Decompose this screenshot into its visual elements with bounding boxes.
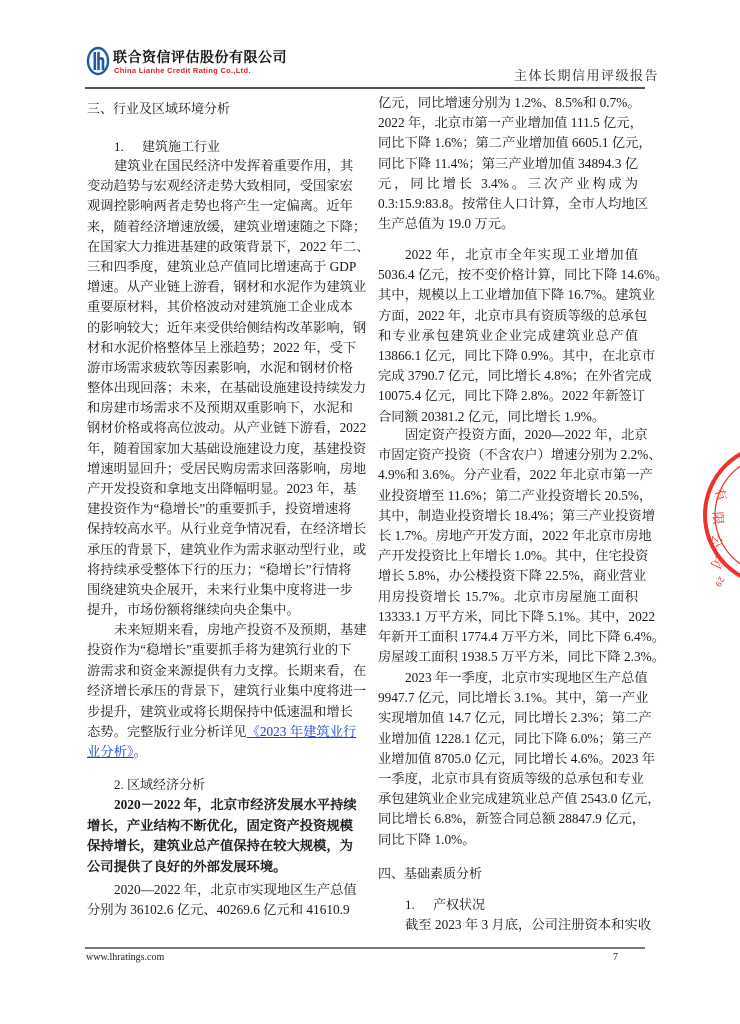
subsection-heading (87, 775, 373, 795)
text-line: 业投资增至 11.6%；第二产业投资增长 20.5%， (378, 487, 653, 503)
text-line: 0.3:15.9:83.8。按常住人口计算，全市人均地区 (378, 195, 649, 211)
text-line: 生产总值为 19.0 万元。 (378, 216, 515, 232)
text-line: 13866.1 亿元，同比下降 0.9%。其中，在北京市 (378, 347, 656, 363)
subsection-label: 区域经济分析 (127, 777, 206, 792)
company-logo-icon (87, 47, 109, 75)
text-line: 在国家大力推进基建的政策背景下，2022 年二、 (87, 238, 370, 254)
section-heading: 三、行业及区域环境分析 (87, 102, 231, 117)
section-heading: 四、基础素质分析 (378, 867, 483, 882)
paragraph (378, 245, 669, 427)
subsection-number: 1. (405, 897, 415, 912)
text-line: 承包建筑业企业完成建筑业总产值 2543.0 亿元， (378, 791, 661, 807)
text-line: 年，随着国家加大基础设施建设力度，基建投资 (87, 440, 367, 456)
text-line: 三和四季度，建筑业总产值同比增速高于 GDP (87, 258, 357, 274)
text-line: 同比下降 11.4%；第三产业增加值 34894.3 亿 (378, 155, 638, 171)
text-line: 产开发投资和拿地支出降幅明显。2023 年，基 (87, 481, 357, 496)
text-line: 其中，规模以上工业增加值下降 16.7%。建筑业 (378, 287, 656, 303)
paragraph (378, 915, 651, 935)
subsection-number: 1. (114, 139, 124, 154)
company-seal-stamp (700, 430, 740, 600)
text-line: 增长 5.8%，办公楼投资下降 22.5%，商业营业 (378, 568, 647, 584)
text-line: 9947.7 亿元，同比增长 3.1%。其中，第一产业 (378, 690, 649, 706)
text-line: 完成 3790.7 亿元，同比增长 4.8%；在外省完成 (378, 368, 652, 384)
text-line: 房屋竣工面积 1938.5 万平方米，同比下降 2.3%。 (378, 649, 665, 665)
text-line: 未来短期来看，房地产投资不及预期，基建 (114, 622, 367, 637)
text-line: 和房建市场需求不及预期双重影响下，水泥和 (87, 400, 353, 416)
text-line: 元，同比增长 3.4%。三次产业构成为 (378, 175, 638, 191)
text-line: 围绕建筑央企展开，未来行业集中度将进一步 (87, 581, 353, 597)
text-line (87, 742, 346, 762)
text-line: 提升，市场份额将继续向央企集中。 (87, 602, 300, 618)
text-line: 长 1.7%。房地产开发方面，2022 年北京市房地 (378, 527, 652, 543)
text-line: 方面，2022 年，北京市具有资质等级的总承包 (378, 307, 648, 323)
text-line: 公司提供了良好的外部发展环境。 (87, 858, 287, 874)
paragraph (378, 425, 665, 667)
text-line: 一季度，北京市具有资质等级的总承包和专业 (378, 770, 644, 786)
subsection-number: 2. (114, 777, 124, 792)
text-line: 同比下降 1.6%；第二产业增加值 6605.1 亿元， (378, 135, 652, 151)
text-segment: 态势。完整版行业分析详见 (87, 723, 247, 739)
text-line: 来，随着经济增速放缓，建筑业增速随之下降； (87, 218, 367, 234)
text-line: 将持续承受整体下行的压力；“稳增长”行情将 (87, 561, 352, 577)
text-line: 投资作为“稳增长”重要抓手将为建筑行业的下 (87, 642, 352, 658)
svg-text:公: 公 (706, 533, 724, 549)
header-rule (85, 87, 645, 89)
text-line: 变动趋势与宏观经济走势大致相同，受国家宏 (87, 178, 353, 194)
text-line: 同比下降 1.0%。 (378, 831, 476, 847)
subsection-heading (87, 137, 373, 157)
company-name-en: China Lianhe Credit Rating Co.,Ltd. (114, 66, 251, 75)
text-line: 产开发投资比上年增长 1.0%。其中，住宅投资 (378, 548, 649, 564)
summary-paragraph (87, 795, 357, 877)
footer-rule (85, 947, 645, 949)
text-line: 年新开工面积 1774.4 万平方米，同比下降 6.4%。 (378, 628, 665, 644)
text-line: 步提升，建筑业或将长期保持中低速温和增长 (87, 703, 353, 719)
footer-website-link[interactable]: www.lhratings.com (86, 952, 165, 963)
industry-report-link[interactable]: 业分析》 (87, 744, 134, 760)
text-line: 整体出现回落；未来，在基础设施建设持续发力 (87, 380, 367, 396)
text-line: 和专业承包建筑业企业完成建筑业总产值 (378, 327, 638, 343)
text-line: 建筑业在国民经济中发挥着重要作用，其 (114, 158, 354, 173)
text-line: 重要原材料，其价格波动对建筑施工企业成本 (87, 299, 353, 315)
text-line: 市固定资产投资（不含农户）增速分别为 2.2%、 (378, 447, 662, 463)
text-line: 固定资产投资方面，2020—2022 年，北京 (405, 427, 648, 442)
text-line: 用房投资增长 15.7%。北京市房屋施工面积 (378, 588, 638, 604)
industry-report-link[interactable]: 《2023 年建筑业行 (246, 723, 357, 739)
text-line: 13333.1 万平方米，同比下降 5.1%。其中，2022 (378, 608, 656, 624)
svg-text:29: 29 (713, 575, 727, 589)
text-line: 承压的背景下，建筑业作为需求驱动型行业，或 (87, 541, 367, 557)
text-line (87, 722, 357, 742)
text-segment: 。 (133, 744, 147, 760)
text-line: 材和水泥价格整体呈上涨趋势；2022 年，受下 (87, 339, 357, 355)
subsection-label: 建筑施工行业 (142, 139, 221, 154)
paragraph (87, 880, 357, 920)
text-line: 2022 年，北京市全年实现工业增加值 (405, 247, 638, 262)
text-line: 保持增长，建筑业总产值保持在较大规模，为 (87, 838, 353, 854)
text-line: 经济增长承压的背景下，建筑行业集中度将进一 (87, 683, 367, 699)
text-line: 截至 2023 年 3 月底，公司注册资本和实收 (405, 917, 651, 932)
company-name-cn: 联合资信评估股份有限公司 (113, 50, 287, 66)
paragraph (87, 620, 367, 763)
text-line: 建投资作为“稳增长”的重要抓手，投资增速将 (87, 501, 352, 517)
svg-text:司: 司 (706, 552, 726, 571)
text-line: 增速。从产业链上游看，钢材和水泥作为建筑业 (87, 279, 367, 295)
text-line: 4.9%和 3.6%。分产业看，2022 年北京市第一产 (378, 467, 653, 483)
paragraph (378, 93, 652, 234)
text-line: 其中，制造业投资增长 18.4%；第三产业投资增 (378, 507, 656, 523)
text-line: 同比增长 6.8%，新签合同总额 28847.9 亿元， (378, 811, 646, 827)
text-line: 实现增加值 14.7 亿元，同比增长 2.3%；第二产 (378, 710, 652, 726)
text-line: 2020－2022 年，北京市经济发展水平持续 (114, 797, 357, 812)
text-line: 增长，产业结构不断优化，固定资产投资规模 (87, 817, 353, 833)
text-line: 2022 年，北京市第一产业增加值 111.5 亿元， (378, 115, 643, 131)
paragraph (378, 668, 661, 850)
text-line: 2023 年一季度，北京市实现地区生产总值 (405, 670, 648, 685)
text-line: 分别为 36102.6 亿元、40269.6 亿元和 41610.9 (87, 902, 350, 918)
text-line: 10075.4 亿元，同比下降 2.8%。2022 年新签订 (378, 388, 646, 404)
subsection-heading (378, 895, 665, 915)
text-line: 业增加值 1228.1 亿元，同比下降 6.0%；第三产 (378, 730, 652, 746)
subsection-label: 产权状况 (433, 897, 486, 912)
text-line: 的影响较大；近年来受供给侧结构改革影响，钢 (87, 319, 367, 335)
svg-text:有: 有 (710, 486, 729, 504)
paragraph (87, 156, 370, 620)
text-line: 5036.4 亿元，按不变价格计算，同比下降 14.6%。 (378, 267, 669, 283)
text-line: 亿元，同比增速分别为 1.2%、8.5%和 0.7%。 (378, 95, 641, 110)
page-number: 7 (613, 952, 618, 963)
text-line: 钢材价格或将高位波动。从产业链下游看，2022 (87, 420, 367, 436)
text-line: 2020—2022 年，北京市实现地区生产总值 (114, 882, 357, 897)
report-type: 主体长期信用评级报告 (514, 68, 660, 83)
text-line: 保持较高水平。从行业竞争情况看，在经济增长 (87, 521, 367, 537)
svg-text:限: 限 (709, 511, 726, 526)
text-line: 合同额 20381.2 亿元，同比增长 1.9%。 (378, 408, 606, 424)
text-line: 增速明显回升；受居民购房需求回落影响，房地 (87, 460, 367, 476)
text-line: 观调控影响两者走势也将产生一定偏离。近年 (87, 198, 353, 214)
text-line: 业增加值 8705.0 亿元，同比增长 4.6%。2023 年 (378, 750, 656, 766)
text-line: 游市场需求疲软等因素影响，水泥和钢材价格 (87, 359, 353, 375)
text-line: 游需求和资金来源提供有力支撑。长期来看，在 (87, 662, 367, 678)
